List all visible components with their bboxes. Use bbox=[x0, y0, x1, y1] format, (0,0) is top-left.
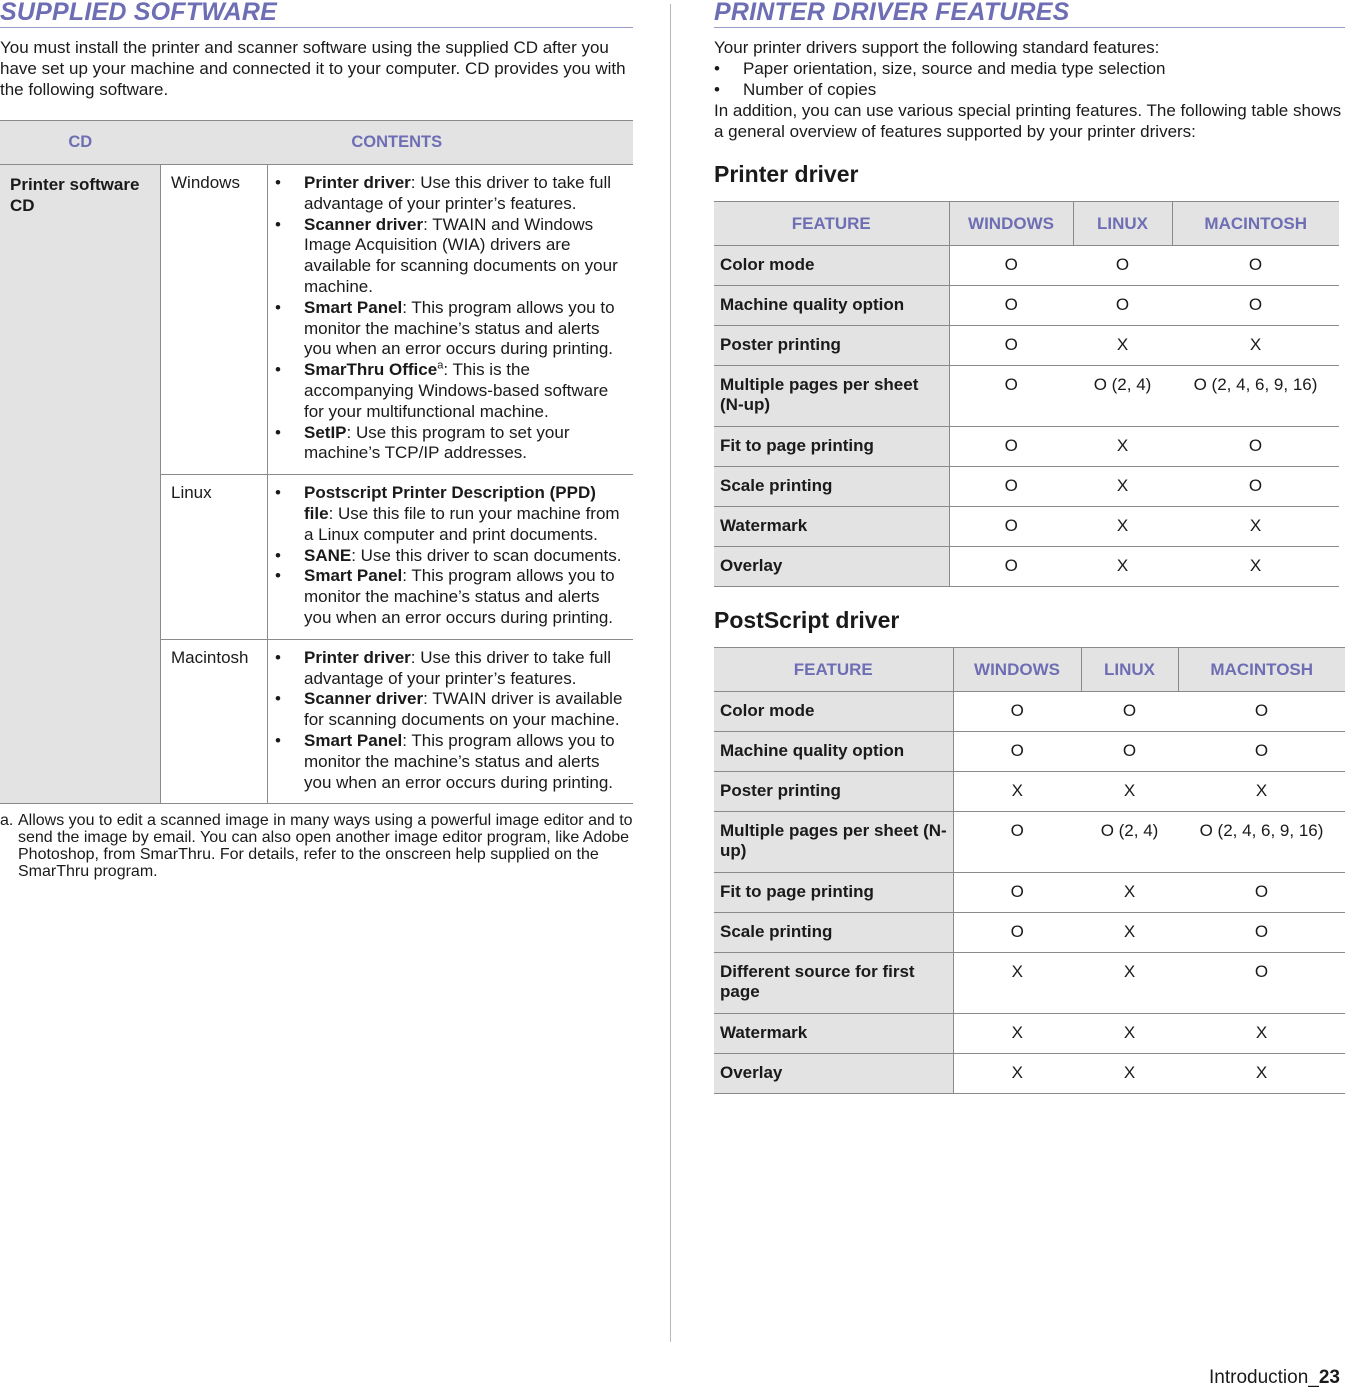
software-name: Scanner driver bbox=[304, 689, 424, 709]
feature-name: Color mode bbox=[714, 246, 949, 286]
table-row bbox=[714, 1054, 1345, 1094]
windows-support: O bbox=[953, 873, 1081, 913]
macintosh-support: O bbox=[1178, 873, 1345, 913]
software-description: : TWAIN and Windows Image Acquisition (WIA) drivers are available for scanning documents on your machine. bbox=[304, 214, 618, 296]
software-description: : TWAIN driver is available for scanning documents on your machine. bbox=[304, 689, 623, 730]
feature-name: Scale printing bbox=[714, 913, 953, 953]
software-items-cell bbox=[268, 475, 634, 640]
column-divider bbox=[670, 4, 671, 1342]
software-list bbox=[275, 173, 623, 464]
windows-support: X bbox=[953, 772, 1081, 812]
list-item bbox=[275, 360, 623, 422]
macintosh-support: X bbox=[1178, 1014, 1345, 1054]
linux-support: X bbox=[1081, 873, 1178, 913]
printer-driver-table bbox=[714, 201, 1339, 587]
table-row bbox=[0, 165, 633, 475]
feature-name: Poster printing bbox=[714, 326, 949, 366]
feature-name: Watermark bbox=[714, 1014, 953, 1054]
printer-driver-heading: Printer driver bbox=[714, 161, 859, 187]
table-row bbox=[714, 953, 1345, 1014]
linux-support: O (2, 4) bbox=[1073, 366, 1172, 427]
software-name: Smart Panel bbox=[304, 566, 403, 586]
list-item bbox=[275, 483, 623, 545]
list-item bbox=[275, 689, 623, 731]
windows-support: O bbox=[953, 732, 1081, 772]
software-items-cell bbox=[268, 165, 634, 475]
windows-support: O bbox=[949, 547, 1073, 587]
postscript-driver-table bbox=[714, 647, 1345, 1094]
os-name: Windows bbox=[161, 165, 268, 475]
table-row bbox=[714, 1014, 1345, 1054]
software-name: Printer driver bbox=[304, 173, 411, 192]
linux-support: O bbox=[1073, 286, 1172, 326]
windows-support: O bbox=[949, 246, 1073, 286]
feature-name: Machine quality option bbox=[714, 732, 953, 772]
software-description: : This is the accompanying Windows-based software for your multifunctional machine. bbox=[304, 360, 609, 421]
macintosh-support: X bbox=[1178, 1054, 1345, 1094]
software-name: SetIP bbox=[304, 422, 347, 442]
feature-name: Fit to page printing bbox=[714, 427, 949, 467]
table-row bbox=[714, 286, 1339, 326]
software-name: Scanner driver bbox=[304, 214, 424, 234]
header-feature: FEATURE bbox=[714, 202, 949, 246]
features-title: PRINTER DRIVER FEATURES bbox=[714, 0, 1345, 28]
macintosh-support: O bbox=[1178, 692, 1345, 732]
macintosh-support: X bbox=[1178, 772, 1345, 812]
list-item bbox=[275, 298, 623, 360]
windows-support: X bbox=[953, 953, 1081, 1014]
windows-support: O bbox=[949, 427, 1073, 467]
footnote-text: Allows you to edit a scanned image in many ways using a powerful image editor and to send the image by email. You can also open another image editor program, like Adobe Photoshop, from SmarThru. For details, refer to the onscreen help supplied on the SmarThru program. bbox=[18, 812, 633, 881]
feature-name: Overlay bbox=[714, 1054, 953, 1094]
linux-support: X bbox=[1081, 1054, 1178, 1094]
software-table bbox=[0, 120, 633, 804]
linux-support: X bbox=[1081, 772, 1178, 812]
table-row bbox=[714, 467, 1339, 507]
macintosh-support: O bbox=[1172, 467, 1339, 507]
table-row bbox=[714, 772, 1345, 812]
software-list bbox=[275, 648, 623, 794]
feature-name: Overlay bbox=[714, 547, 949, 587]
linux-support: X bbox=[1081, 953, 1178, 1014]
linux-support: X bbox=[1073, 547, 1172, 587]
postscript-driver-table-body bbox=[714, 692, 1345, 1094]
table-row bbox=[714, 547, 1339, 587]
list-item bbox=[275, 215, 623, 298]
software-name: Printer driver bbox=[304, 647, 411, 667]
list-item: • Number of copies bbox=[714, 79, 1345, 100]
header-windows: WINDOWS bbox=[953, 648, 1081, 692]
software-description: : This program allows you to monitor the machine’s status and alerts you when an error occurs during printing. bbox=[304, 297, 615, 359]
feature-name: Multiple pages per sheet (N-up) bbox=[714, 366, 949, 427]
table-row bbox=[714, 507, 1339, 547]
list-item bbox=[275, 546, 623, 567]
macintosh-support: O bbox=[1178, 732, 1345, 772]
table-row bbox=[714, 427, 1339, 467]
macintosh-support: O (2, 4, 6, 9, 16) bbox=[1178, 812, 1345, 873]
footnote-ref: a bbox=[437, 359, 444, 372]
linux-support: X bbox=[1073, 507, 1172, 547]
feature-name: Different source for first page bbox=[714, 953, 953, 1014]
macintosh-support: O bbox=[1172, 286, 1339, 326]
linux-support: X bbox=[1073, 427, 1172, 467]
page-footer bbox=[1209, 1367, 1340, 1389]
windows-support: O bbox=[949, 326, 1073, 366]
software-description: : Use this driver to take full advantage of your printer’s features. bbox=[304, 647, 612, 688]
windows-support: O bbox=[949, 286, 1073, 326]
table-row bbox=[714, 812, 1345, 873]
footnote bbox=[0, 812, 633, 880]
list-item bbox=[275, 173, 623, 215]
header-contents: CONTENTS bbox=[161, 121, 634, 165]
linux-support: X bbox=[1081, 913, 1178, 953]
table-row bbox=[714, 913, 1345, 953]
software-name: Smart Panel bbox=[304, 297, 403, 317]
software-name: Smart Panel bbox=[304, 730, 403, 750]
table-row bbox=[714, 366, 1339, 427]
software-name: SmarThru Office bbox=[304, 360, 438, 380]
windows-support: X bbox=[953, 1014, 1081, 1054]
linux-support: O bbox=[1081, 692, 1178, 732]
software-name: Postscript Printer Description (PPD) file bbox=[304, 483, 596, 523]
software-name: SANE bbox=[304, 545, 352, 565]
standard-features-list bbox=[714, 58, 1345, 100]
table-row bbox=[714, 246, 1339, 286]
header-linux: LINUX bbox=[1081, 648, 1178, 692]
windows-support: X bbox=[953, 1054, 1081, 1094]
macintosh-support: O bbox=[1172, 246, 1339, 286]
software-table-body bbox=[0, 165, 633, 804]
software-list bbox=[275, 483, 623, 629]
windows-support: O bbox=[949, 366, 1073, 427]
footer-section-label: Introduction_ bbox=[1209, 1367, 1319, 1388]
windows-support: O bbox=[953, 812, 1081, 873]
linux-support: O bbox=[1073, 246, 1172, 286]
software-items-cell bbox=[268, 639, 634, 804]
feature-name: Poster printing bbox=[714, 772, 953, 812]
header-macintosh: MACINTOSH bbox=[1178, 648, 1345, 692]
windows-support: O bbox=[953, 913, 1081, 953]
feature-name: Scale printing bbox=[714, 467, 949, 507]
linux-support: X bbox=[1073, 326, 1172, 366]
macintosh-support: O (2, 4, 6, 9, 16) bbox=[1172, 366, 1339, 427]
macintosh-support: X bbox=[1172, 547, 1339, 587]
supplied-software-title: SUPPLIED SOFTWARE bbox=[0, 0, 633, 28]
os-name: Linux bbox=[161, 475, 268, 640]
feature-name: Fit to page printing bbox=[714, 873, 953, 913]
footnote-mark: a. bbox=[0, 812, 14, 830]
list-item bbox=[275, 566, 623, 628]
macintosh-support: O bbox=[1178, 913, 1345, 953]
windows-support: O bbox=[949, 507, 1073, 547]
feature-name: Watermark bbox=[714, 507, 949, 547]
header-windows: WINDOWS bbox=[949, 202, 1073, 246]
macintosh-support: O bbox=[1178, 953, 1345, 1014]
header-macintosh: MACINTOSH bbox=[1172, 202, 1339, 246]
macintosh-support: X bbox=[1172, 326, 1339, 366]
list-item bbox=[275, 423, 623, 465]
os-name: Macintosh bbox=[161, 639, 268, 804]
macintosh-support: X bbox=[1172, 507, 1339, 547]
list-item bbox=[275, 731, 623, 793]
software-description: : Use this file to run your machine from a Linux computer and print documents. bbox=[304, 503, 620, 544]
supplied-software-intro: You must install the printer and scanner software using the supplied CD after you have set up your machine and connected it to your computer. CD provides you with the following software. bbox=[0, 38, 626, 99]
printer-driver-features-column bbox=[714, 0, 1345, 1094]
list-item bbox=[275, 648, 623, 690]
table-row bbox=[714, 692, 1345, 732]
table-row bbox=[714, 873, 1345, 913]
linux-support: O bbox=[1081, 732, 1178, 772]
software-description: : This program allows you to monitor the machine’s status and alerts you when an error occurs during printing. bbox=[304, 730, 615, 792]
windows-support: O bbox=[949, 467, 1073, 507]
feature-name: Color mode bbox=[714, 692, 953, 732]
feature-name: Multiple pages per sheet (N-up) bbox=[714, 812, 953, 873]
list-item: • Paper orientation, size, source and media type selection bbox=[714, 58, 1345, 79]
header-feature: FEATURE bbox=[714, 648, 953, 692]
postscript-driver-heading: PostScript driver bbox=[714, 607, 900, 633]
linux-support: O (2, 4) bbox=[1081, 812, 1178, 873]
page-number: 23 bbox=[1318, 1367, 1340, 1388]
linux-support: X bbox=[1081, 1014, 1178, 1054]
table-row bbox=[714, 732, 1345, 772]
header-linux: LINUX bbox=[1073, 202, 1172, 246]
header-cd: CD bbox=[0, 121, 161, 165]
printer-driver-table-body bbox=[714, 246, 1339, 587]
software-description: : Use this program to set your machine’s TCP/IP addresses. bbox=[304, 422, 570, 463]
cd-name: Printer software CD bbox=[0, 165, 161, 804]
linux-support: X bbox=[1073, 467, 1172, 507]
table-row bbox=[714, 326, 1339, 366]
features-intro: Your printer drivers support the following standard features: bbox=[714, 38, 1160, 57]
features-intro-2: In addition, you can use various special printing features. The following table shows a general overview of features supported by your printer drivers: bbox=[714, 101, 1342, 141]
feature-name: Machine quality option bbox=[714, 286, 949, 326]
supplied-software-column bbox=[0, 0, 633, 880]
software-description: : Use this driver to take full advantage of your printer’s features. bbox=[304, 173, 612, 213]
macintosh-support: O bbox=[1172, 427, 1339, 467]
software-description: : This program allows you to monitor the machine’s status and alerts you when an error occurs during printing. bbox=[304, 566, 615, 627]
software-description: : Use this driver to scan documents. bbox=[351, 545, 622, 565]
windows-support: O bbox=[953, 692, 1081, 732]
